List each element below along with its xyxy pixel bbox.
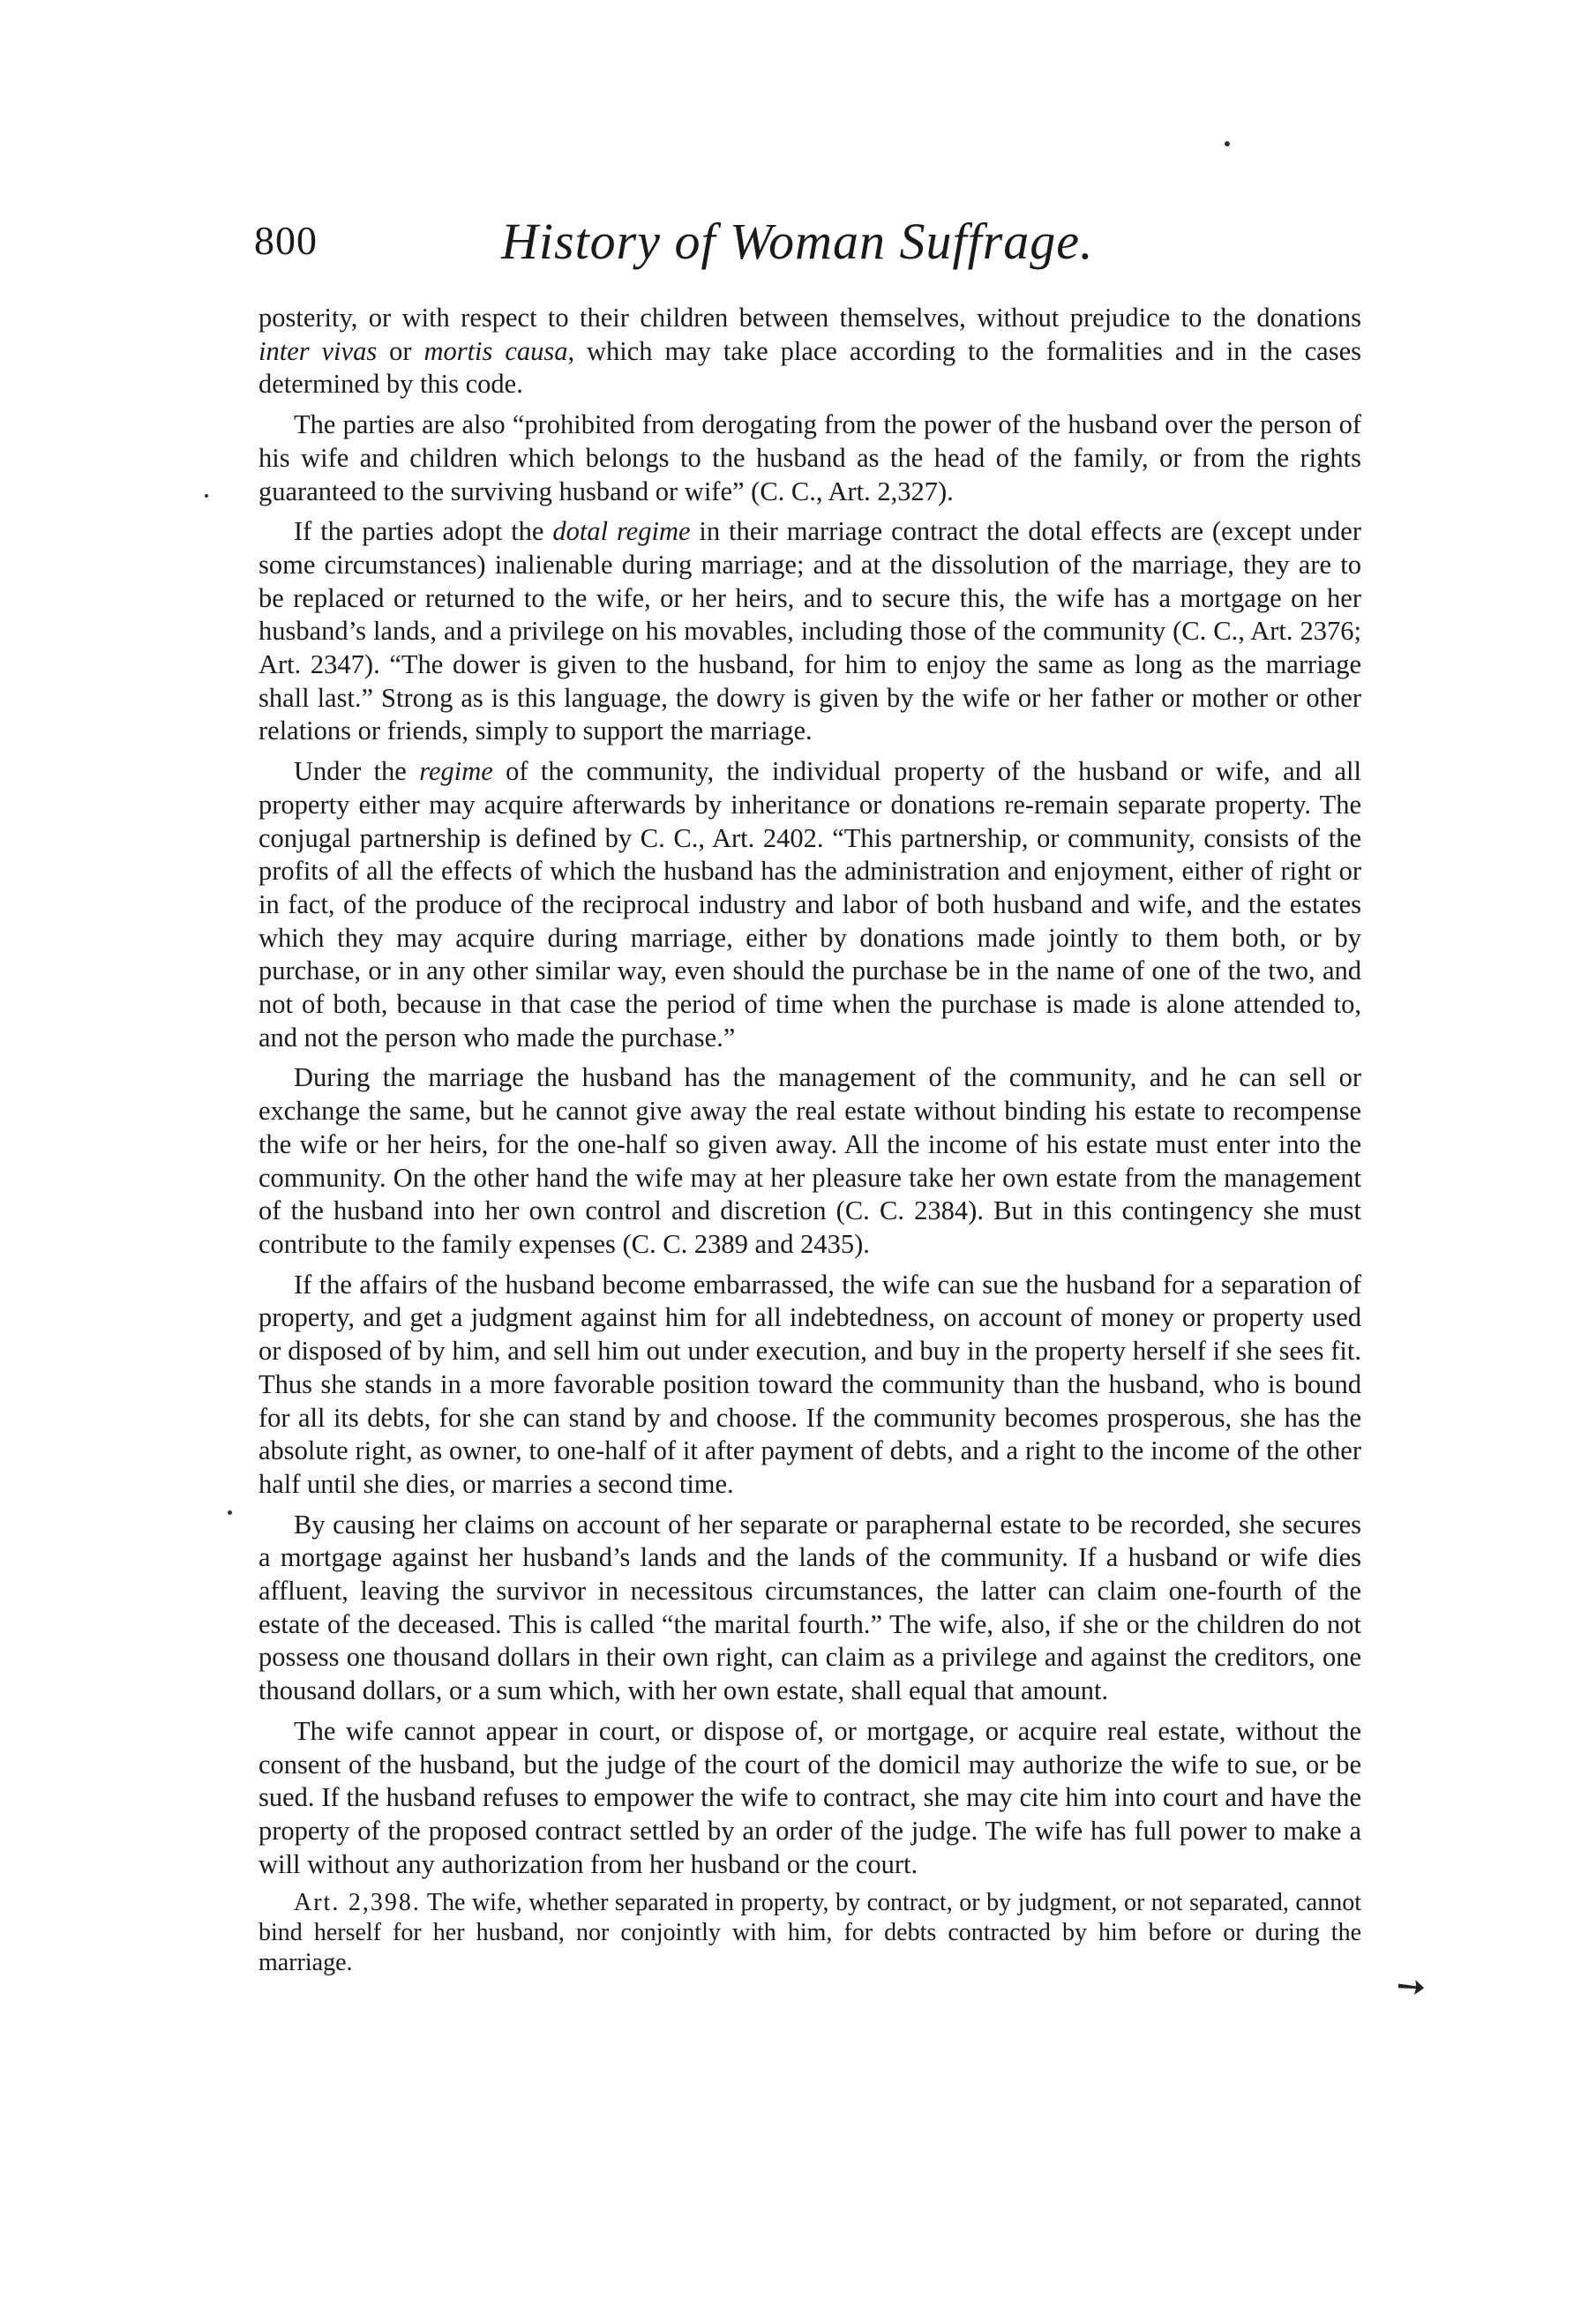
- paragraph-6: If the affairs of the husband become embarrassed, the wife can sue the husband for a separation of property, and get a judgment against him for all indebtedness, on account of money or property used or disposed of by him, and sell him out under execution, and buy in the property herself if she sees fit. Thus she stands in a more favorable position toward the community than the husband, who is bound for all its debts, for she can stand by and choose. If the community becomes prosperous, she has the absolute right, as owner, to one-half of it after payment of debts, and a right to the income of the other half until she dies, or marries a second time.: [259, 1269, 1361, 1499]
- margin-pencil-mark: ➘: [1386, 1961, 1435, 2012]
- paragraph-1: posterity, or with respect to their children between themselves, without prejudice to the donations inter vivas or mortis causa, which may take place according to the formalities and in the cases determined by this code.: [259, 303, 1361, 400]
- scan-speck: [205, 494, 208, 498]
- paragraph-8: The wife cannot appear in court, or dispose of, or mortgage, or acquire real estate, without the consent of the husband, but the judge of the court of the domicil may authorize the wife to sue, or be sued. If the husband refuses to empower the wife to contract, she may cite him into court and have the property of the proposed contract settled by an order of the judge. The wife has full power to make a will without any authorization from her husband or the court.: [259, 1715, 1361, 1879]
- body-text: [259, 302, 1361, 1985]
- running-title: History of Woman Suffrage.: [501, 213, 1094, 270]
- scan-speck: [228, 1510, 232, 1515]
- paragraph-2: The parties are also “prohibited from derogating from the power of the husband over the person of his wife and children which belongs to the husband as the head of the family, or from the rights guaranteed to the surviving husband or wife” (C. C., Art. 2,327).: [259, 409, 1361, 506]
- article-label: Art. 2,398.: [294, 1889, 421, 1917]
- page-header: [254, 208, 1357, 279]
- scan-speck: [1225, 141, 1230, 146]
- paragraph-7: By causing her claims on account of her separate or paraphernal estate to be recorded, she secures a mortgage against her husband’s lands and the lands of the community. If a husband or wife dies affluent, leaving the survivor in necessitous circumstances, the latter can claim one-fourth of the estate of the deceased. This is called “the marital fourth.” The wife, also, if she or the children do not possess one thousand dollars in their own right, can claim as a privilege and against the creditors, one thousand dollars, or a sum which, with her own estate, shall equal that amount.: [259, 1509, 1361, 1706]
- paragraph-5: During the marriage the husband has the management of the community, and he can sell or exchange the same, but he cannot give away the real estate without binding his estate to recompense the wife or her heirs, for the one-half so given away. All the income of his estate must enter into the community. On the other hand the wife may at her pleasure take her own estate from the management of the husband into her own control and discretion (C. C. 2384). But in this contingency she must contribute to the family expenses (C. C. 2389 and 2435).: [259, 1062, 1361, 1259]
- paragraph-3: If the parties adopt the dotal regime in their marriage contract the dotal effects are (except under some circumstances) inalienable during marriage; and at the dissolution of the marriage, they are to be replaced or returned to the wife, or her heirs, and to secure this, the wife has a mortgage on her husband’s lands, and a privilege on his movables, including those of the community (C. C., Art. 2376; Art. 2347). “The dower is given to the husband, for him to enjoy the same as long as the marriage shall last.” Strong as is this language, the dowry is given by the wife or her father or mother or other relations or friends, simply to support the marriage.: [259, 516, 1361, 746]
- paragraph-4: Under the regime of the community, the individual property of the husband or wife, and all property either may acquire afterwards by inheritance or donations re-remain separate property. The conjugal partnership is defined by C. C., Art. 2402. “This partnership, or community, consists of the profits of all the effects of which the husband has the administration and enjoyment, either of right or in fact, of the produce of the reciprocal industry and labor of both husband and wife, and the estates which they may acquire during marriage, either by donations made jointly to them both, or by purchase, or in any other similar way, even should the purchase be in the name of one of the two, and not of both, because in that case the period of time when the purchase is made is alone attended to, and not the person who made the purchase.”: [259, 756, 1361, 1053]
- page-number: 800: [254, 218, 318, 263]
- paragraph-9: Art. 2,398. The wife, whether separated in property, by contract, or by judgment, or not separated, cannot bind herself for her husband, nor conjointly with him, for debts contracted by him before or during the marriage.: [259, 1889, 1361, 1977]
